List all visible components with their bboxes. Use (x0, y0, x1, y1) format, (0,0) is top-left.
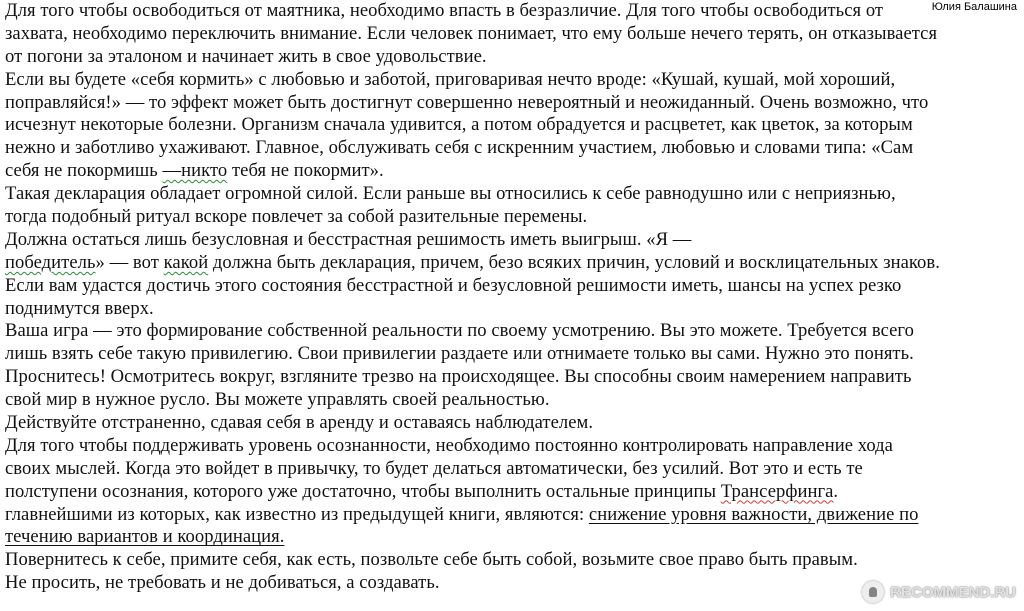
spelling-flagged-word: Трансерфинга (720, 480, 834, 502)
text-line (5, 160, 1021, 183)
text-line: свой мир в нужное русло. Вы можете управлять своей реальностью. (5, 389, 550, 411)
text-line: Для того чтобы освободиться от маятника, необходимо впасть в безразличие. Для того чтобы освободиться от (5, 0, 884, 21)
text-line: Если вы будете «себя кормить» с любовью и заботой, приговаривая нечто вроде: «Кушай, кушай, мой хороший, (5, 68, 896, 90)
text-line: Проснитесь! Осмотритесь вокруг, взгляните трезво на происходящее. Вы способны своим намерением направить (5, 366, 912, 388)
underlined-phrase: снижение уровня важности, движение по (588, 503, 919, 525)
text-segment: должна быть декларация, причем, безо всяких причин, условий и восклицательных знаков. (208, 251, 940, 273)
text-segment: тебя не покормит». (227, 160, 384, 182)
text-line: Повернитесь к себе, примите себя, как есть, позвольте себе быть собой, возьмите свое право быть правым. (5, 549, 858, 571)
text-line: нежно и заботливо ухаживают. Главное, обслуживать себя с искренним участием, любовью и словами типа: «Сам (5, 137, 914, 159)
text-line: поднимутся вверх. (5, 297, 154, 319)
recommend-logo-icon (862, 581, 884, 603)
text-line (5, 252, 1021, 275)
text-line: Действуйте отстраненно, сдавая себя в аренду и оставаясь наблюдателем. (5, 412, 594, 434)
text-segment: главнейшими из которых, как известно из предыдущей книги, являются: (5, 503, 589, 525)
text-line (5, 481, 1021, 504)
text-line: Должна остаться лишь безусловная и бесстрастная решимость иметь выигрыш. «Я — (5, 228, 692, 250)
text-line: Такая декларация обладает огромной силой. Если раньше вы относились к себе равнодушно или с неприязнью, (5, 183, 896, 205)
text-line: Не просить, не требовать и не добиваться, а создавать. (5, 572, 440, 594)
watermark (862, 581, 1016, 603)
text-line: Для того чтобы поддерживать уровень осознанности, необходимо постоянно контролировать направление хода (5, 434, 893, 456)
text-line: своих мыслей. Когда это войдет в привычку, то будет делаться автоматически, без усилий. Вот это и есть те (5, 457, 863, 479)
author-label: Юлия Балашина (928, 0, 1020, 15)
watermark-text: RECOMMEND.RU (890, 583, 1016, 601)
text-line: поправляйся!» — то эффект может быть достигнут совершенно невероятный и неожиданный. Очень возможно, что (5, 91, 929, 113)
text-segment: . (833, 480, 839, 502)
text-line: Если вам удастся достичь этого состояния бесстрастной и безусловной решимости иметь, шансы на успех резко (5, 274, 902, 296)
text-line: от погони за эталоном и начинает жить в свое удовольствие. (5, 45, 487, 67)
text-segment: » — вот (95, 251, 164, 273)
text-line: тогда подобный ритуал вскоре повлечет за собой разительные перемены. (5, 206, 588, 228)
underlined-phrase: течению вариантов и координация. (5, 526, 285, 548)
grammar-flagged-word: какой (163, 251, 209, 273)
text-line (5, 504, 1021, 527)
text-segment: себя не покормишь (5, 160, 163, 182)
text-line (5, 526, 1021, 549)
grammar-flagged-word: —никто (162, 160, 228, 182)
text-segment: полступени осознания, которого уже достаточно, чтобы выполнить остальные принципы (5, 480, 721, 502)
grammar-flagged-word: победитель (5, 251, 96, 273)
text-line: лишь взять себе такую привилегию. Свои привилегии раздаете или отнимаете только вы сами. Нужно это понять. (5, 343, 914, 365)
text-line: захвата, необходимо переключить внимание. Если человек понимает, что ему больше нечего терять, он отказывается (5, 22, 938, 44)
text-line: Ваша игра — это формирование собственной реальности по своему усмотрению. Вы это можете. Требуется всего (5, 320, 914, 342)
text-line: исчезнут некоторые болезни. Организм сначала удивится, а потом обрадуется и расцветет, как цветок, за которым (5, 114, 913, 136)
document-body (5, 0, 1021, 595)
